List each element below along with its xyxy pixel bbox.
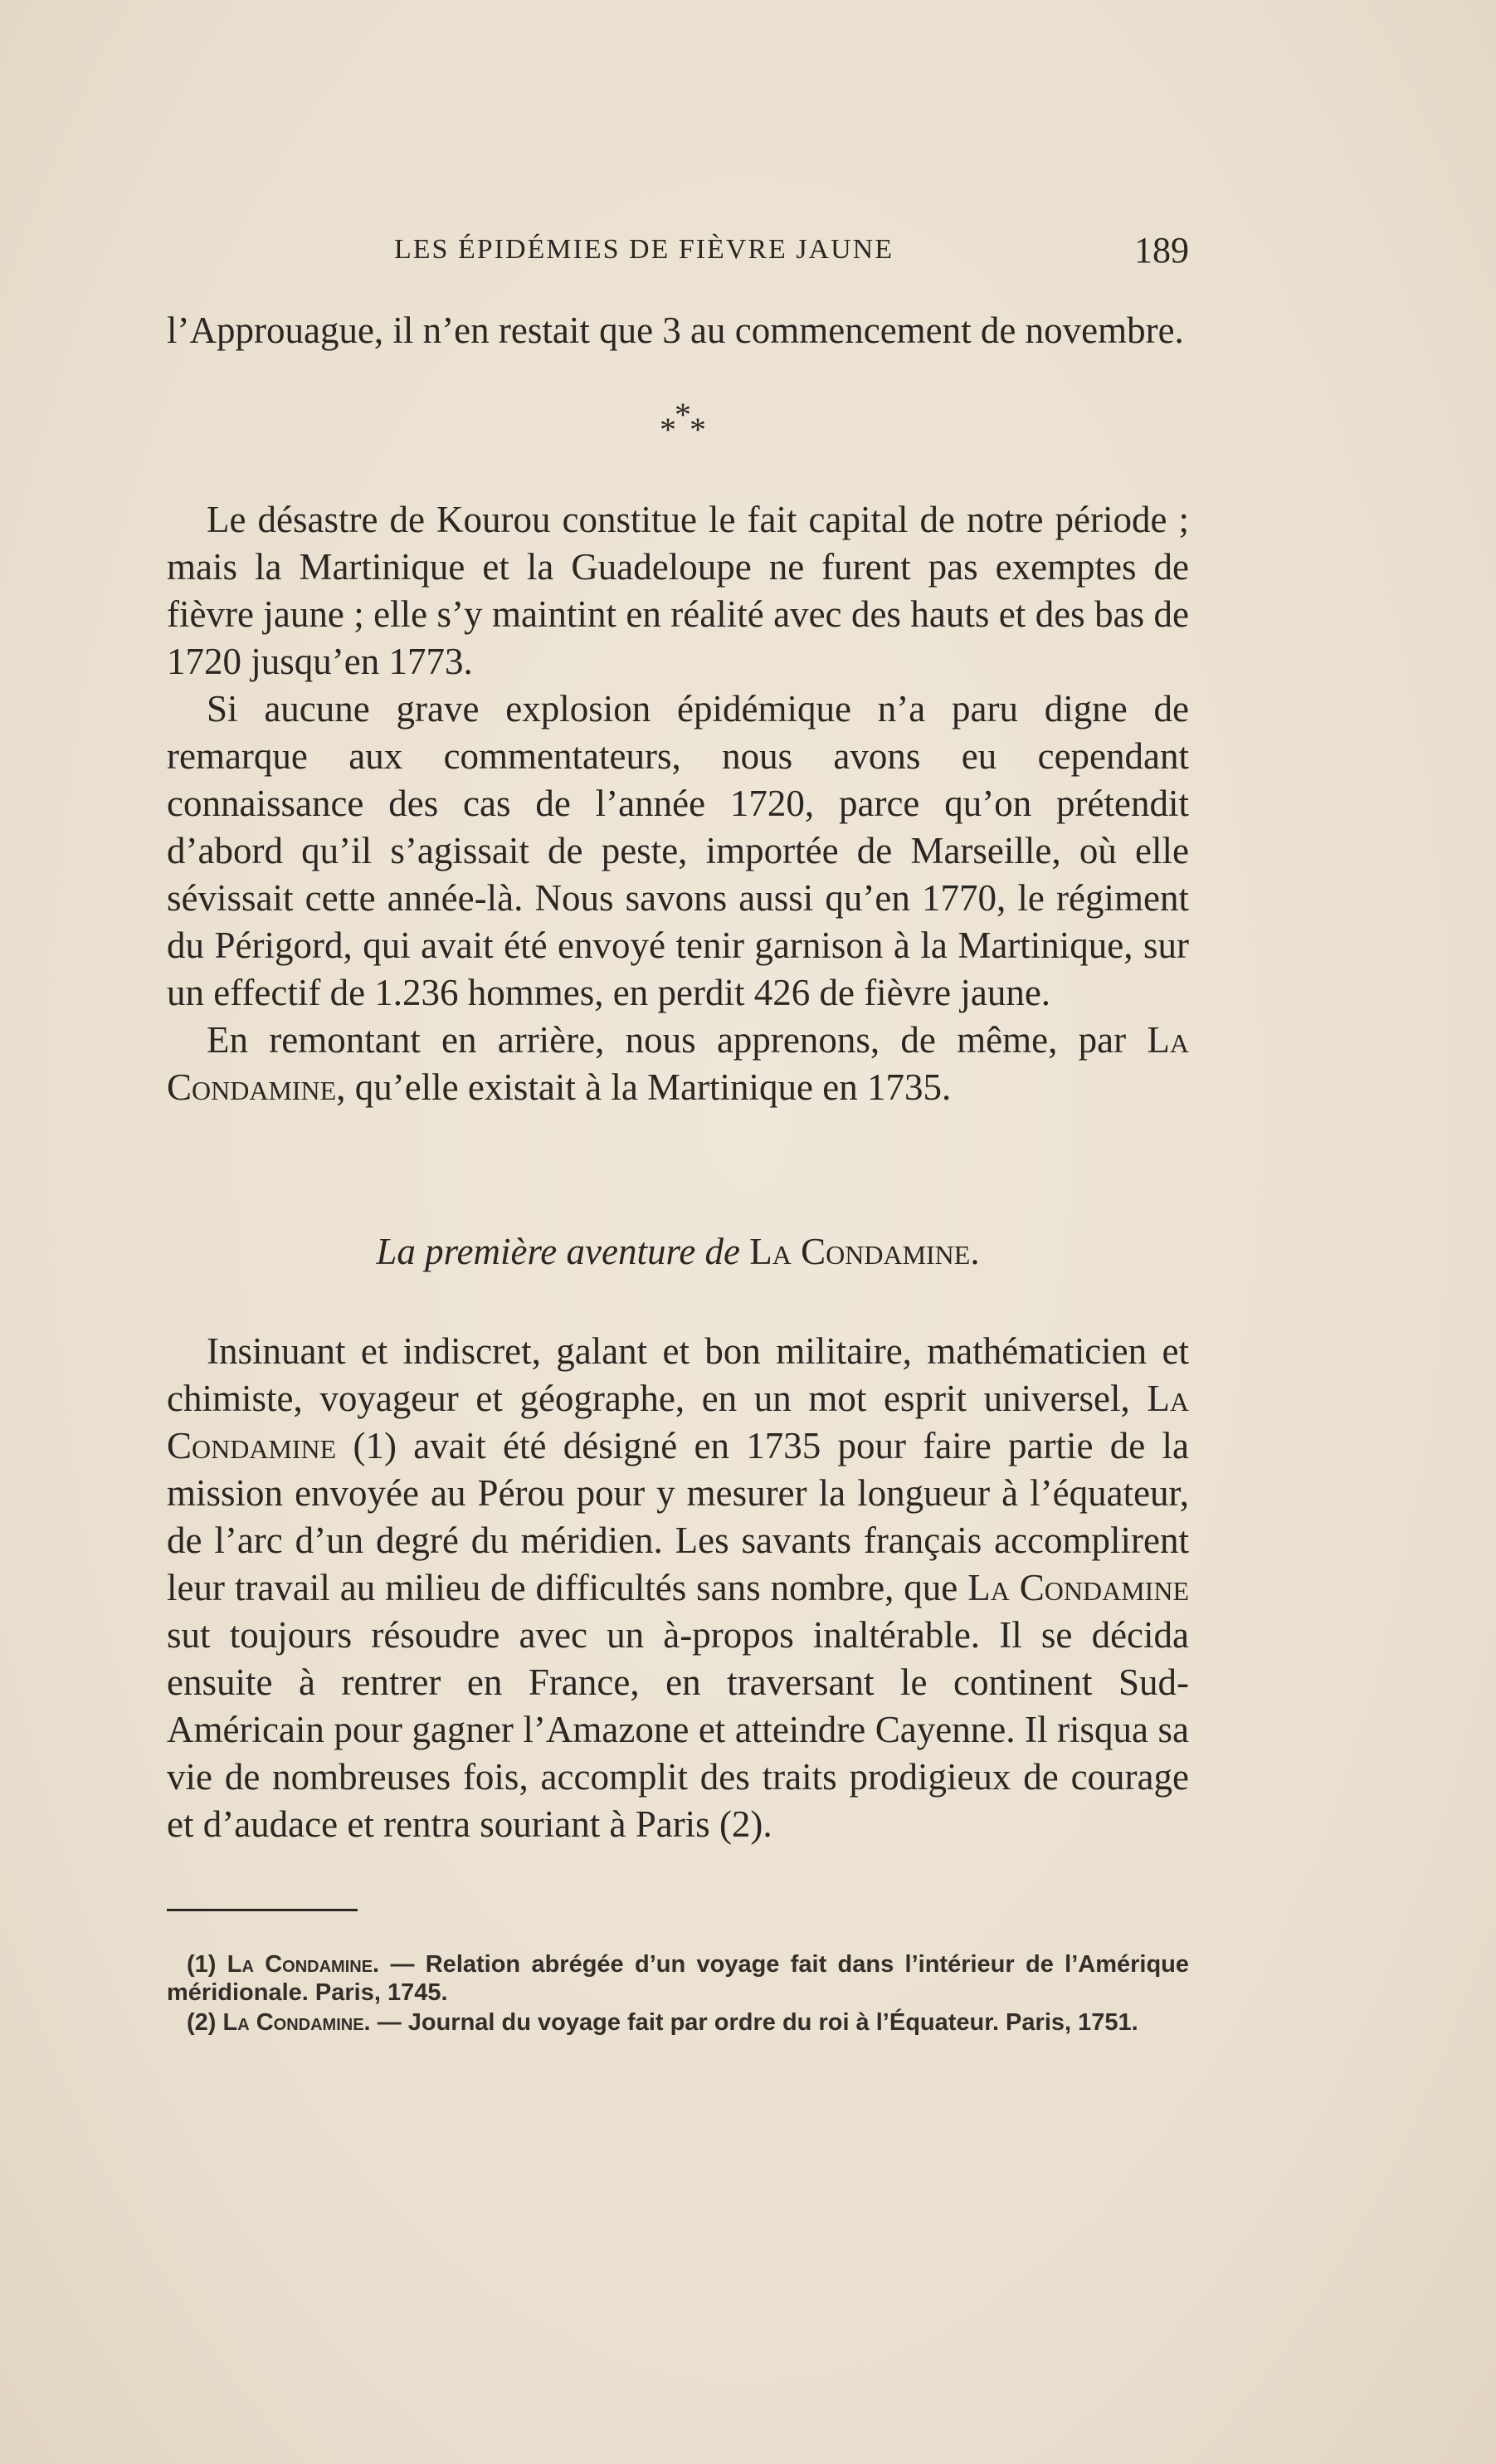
paragraph-5 xyxy=(167,1328,1189,1848)
asterism-star-left: * xyxy=(660,411,676,448)
p5-text-c: sut toujours résoudre avec un à-propos inaltérable. Il se décida ensuite à rentrer en France, en traversant le continent Sud-Américain pour gagner l’Amazone et atteindre Cayenne. Il risqua sa vie de nombreuses fois, accomplit des traits prodigieux de courage et d’audace et rentra souriant à Paris (2). xyxy=(167,1614,1189,1845)
p5-author-name-2: La Condamine xyxy=(967,1567,1189,1608)
footnote-2-text: — Journal du voyage fait par ordre du roi à l’Équateur. Paris, 1751. xyxy=(377,2009,1138,2036)
p5-author-name-1: La Condamine xyxy=(167,1378,1189,1466)
text-block-opening xyxy=(167,307,1189,354)
footnote-1-marker: (1) xyxy=(187,1951,217,1978)
p4-text-before: En remontant en arrière, nous apprenons, de même, par xyxy=(207,1019,1127,1061)
page-header xyxy=(167,230,1189,276)
p4-author-name: La Condamine xyxy=(167,1019,1189,1108)
p5-text-b: (1) avait été désigné en 1735 pour faire partie de la mission envoyée au Pérou pour y mesurer la longueur à l’équateur, de l’arc d’un degré du méridien. Les savants français accomplirent leur travail au milieu de difficultés sans nombre, que xyxy=(167,1425,1189,1608)
paragraph-4 xyxy=(167,1017,1189,1111)
p4-text-after: , qu’elle existait à la Martinique en 1735. xyxy=(336,1066,952,1108)
footnote-2-marker: (2) xyxy=(187,2009,217,2036)
footnotes xyxy=(167,1950,1189,2038)
asterism-separator xyxy=(641,398,724,448)
footnote-1 xyxy=(167,1950,1189,2007)
p5-text-a: Insinuant et indiscret, galant et bon militaire, mathématicien et chimiste, voyageur et géographe, en un mot esprit universel, xyxy=(167,1330,1189,1419)
asterism-star-right: * xyxy=(690,411,706,448)
section-heading xyxy=(167,1228,1189,1276)
text-block-antilles xyxy=(167,496,1189,1111)
section-heading-name: La Condamine. xyxy=(749,1231,980,1272)
section-heading-italic: La première aventure de xyxy=(376,1231,741,1272)
footnote-rule xyxy=(167,1909,358,1911)
paragraph-1: l’Approuague, il n’en restait que 3 au commencement de novembre. xyxy=(167,310,1184,351)
paragraph-3: Si aucune grave explosion épidémique n’a paru digne de remarque aux commentateurs, nous avons eu cependant connaissance des cas de l’année 1720, parce qu’on prétendit d’abord qu’il s’agissait de peste, importée de Marseille, où elle sévissait cette année-là. Nous savons aussi qu’en 1770, le régiment du Périgord, qui avait été envoyé tenir garnison à la Martinique, sur un effectif de 1.236 hommes, en perdit 426 de fièvre jaune. xyxy=(167,688,1189,1013)
page-number: 189 xyxy=(1134,230,1189,271)
footnote-2 xyxy=(167,2008,1189,2037)
footnote-1-author: La Condamine. xyxy=(227,1951,380,1978)
footnote-1-text: — Relation abrégée d’un voyage fait dans l’intérieur de l’Amérique méridionale. Paris, 1745. xyxy=(167,1951,1190,2006)
running-title: LES ÉPIDÉMIES DE FIÈVRE JAUNE xyxy=(394,234,894,265)
paragraph-2: Le désastre de Kourou constitue le fait capital de notre période ; mais la Martinique et la Guadeloupe ne furent pas exemptes de fièvre jaune ; elle s’y maintint en réalité avec des hauts et des bas de 1720 jusqu’en 1773. xyxy=(167,499,1189,682)
asterism-star-top: * xyxy=(675,396,691,433)
text-block-condamine xyxy=(167,1328,1189,1848)
footnote-2-author: La Condamine. xyxy=(222,2009,371,2036)
